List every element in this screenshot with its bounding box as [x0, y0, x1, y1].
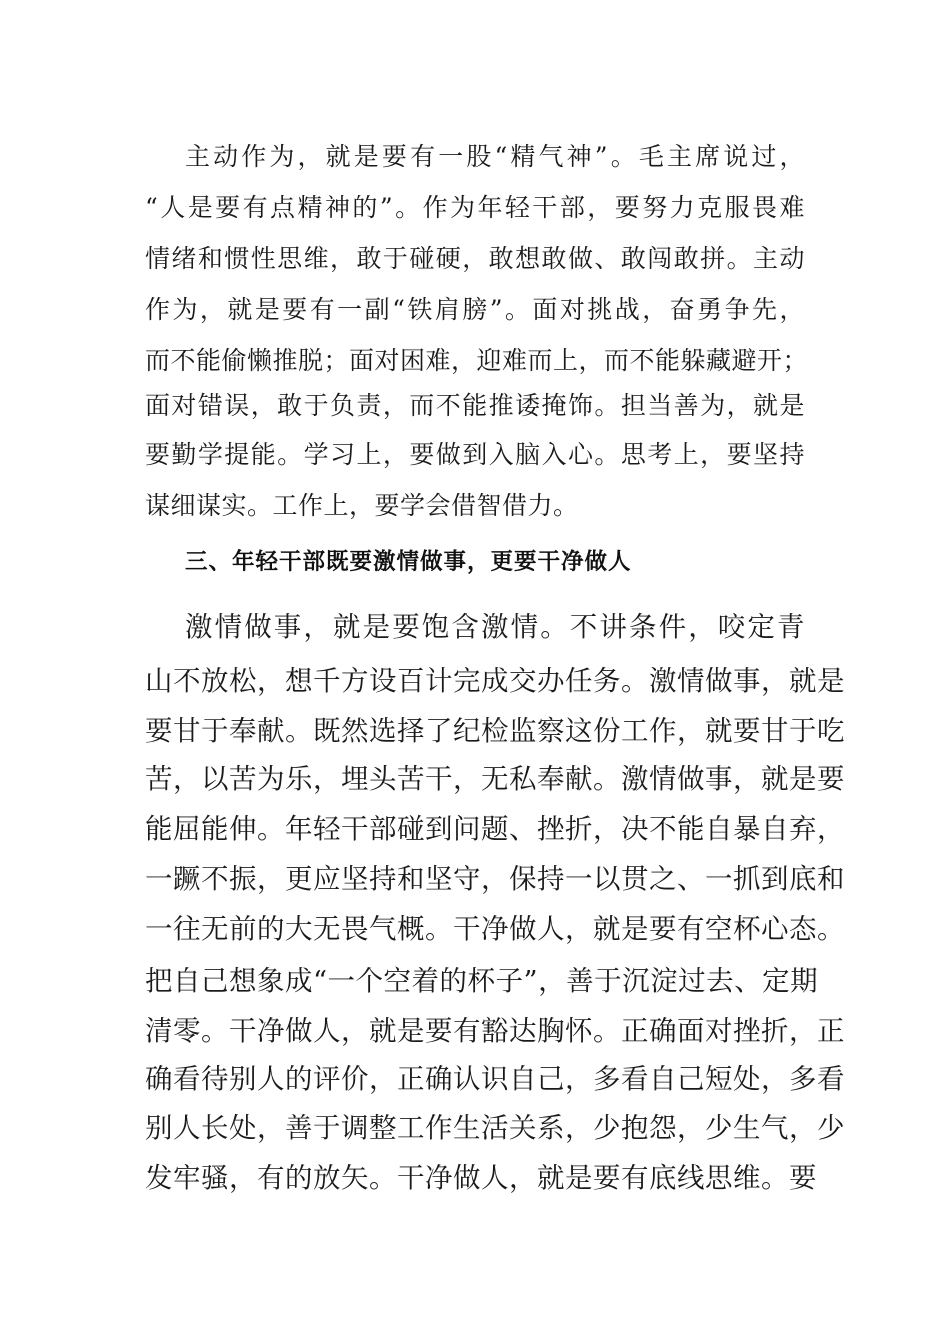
paragraph-line: “人是要有点精神的”。作为年轻干部，要努力克服畏难: [145, 193, 805, 222]
paragraph-line: 面对错误，敢于负责，而不能推诿掩饰。担当善为，就是: [145, 391, 805, 420]
paragraph-line: 一蹶不振，更应坚持和坚守，保持一以贯之、一抓到底和: [145, 863, 845, 895]
paragraph-line: 而不能偷懒推脱；面对困难，迎难而上，而不能躲藏避开；: [145, 346, 809, 375]
paragraph-line: 谋细谋实。工作上，要学会借智借力。: [145, 491, 579, 520]
paragraph-line: 一往无前的大无畏气概。干净做人，就是要有空杯心态。: [145, 913, 845, 945]
paragraph-line: 确看待别人的评价，正确认识自己，多看自己短处，多看: [145, 1063, 845, 1095]
paragraph-line: 山不放松，想千方设百计完成交办任务。激情做事，就是: [145, 665, 845, 697]
paragraph-line: 苦，以苦为乐，埋头苦干，无私奉献。激情做事，就是要: [145, 763, 845, 795]
paragraph-line: 主动作为，就是要有一股“精气神”。毛主席说过，: [185, 142, 805, 171]
paragraph-line: 要勤学提能。学习上，要做到入脑入心。思考上，要坚持: [145, 440, 805, 469]
section-heading: 三、年轻干部既要激情做事，更要干净做人: [185, 549, 632, 575]
paragraph-line: 能屈能伸。年轻干部碰到问题、挫折，决不能自暴自弃，: [145, 813, 845, 845]
paragraph-line: 情绪和惯性思维，敢于碰硬，敢想敢做、敢闯敢拼。主动: [145, 244, 805, 273]
paragraph-line: 发牢骚，有的放矢。干净做人，就是要有底线思维。要: [145, 1162, 817, 1194]
paragraph-line: 激情做事，就是要饱含激情。不讲条件，咬定青: [185, 611, 805, 643]
paragraph-line: 把自己想象成“一个空着的杯子”，善于沉淀过去、定期: [145, 965, 819, 997]
paragraph-line: 作为，就是要有一副“铁肩膀”。面对挑战，奋勇争先，: [145, 295, 805, 324]
paragraph-line: 要甘于奉献。既然选择了纪检监察这份工作，就要甘于吃: [145, 715, 845, 747]
paragraph-line: 别人长处，善于调整工作生活关系，少抱怨，少生气，少: [145, 1112, 845, 1144]
paragraph-line: 清零。干净做人，就是要有豁达胸怀。正确面对挫折，正: [145, 1015, 845, 1047]
